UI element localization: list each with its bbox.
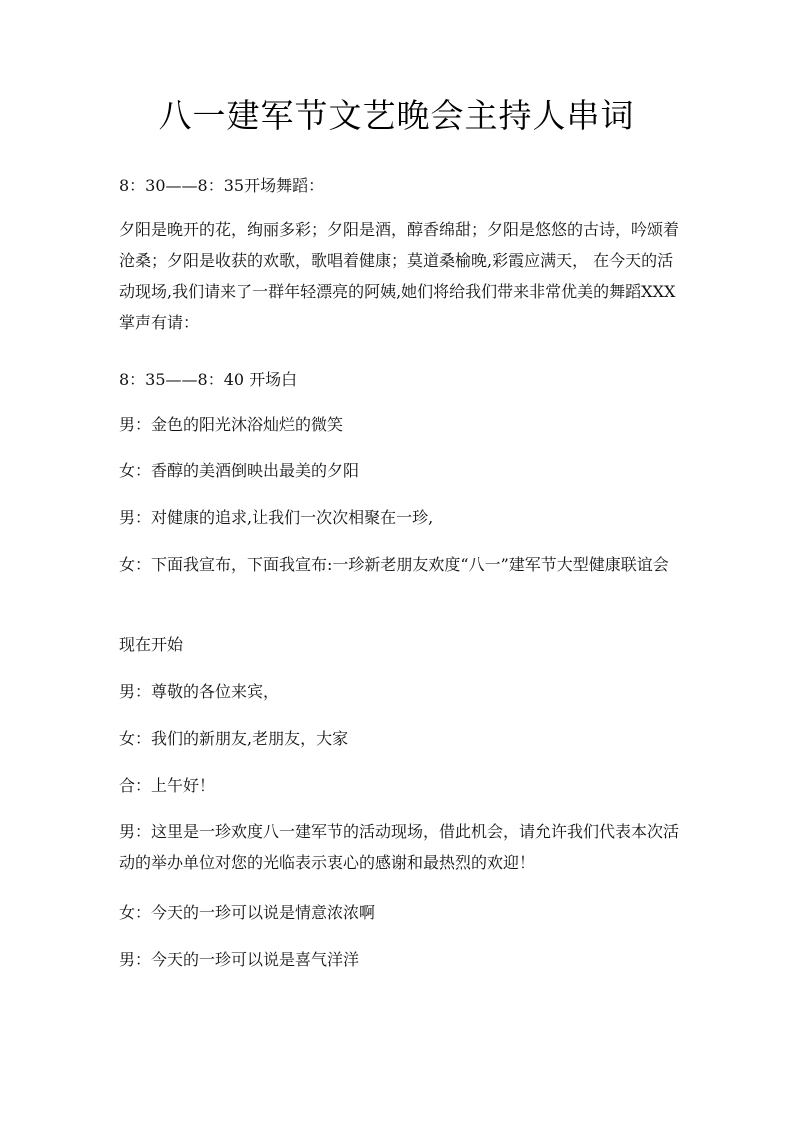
paragraph-sunset-intro: 夕阳是晚开的花，绚丽多彩；夕阳是酒，醇香绵甜；夕阳是悠悠的古诗，吟颂着沧桑；夕阳是收获的欢歌，歌唱着健康；莫道桑榆晚,彩霞应满天， 在今天的活动现场,我们请来了一群年轻漂亮的阿姨,她们将给我们带来非常优美的舞蹈XXX掌声有请：: [119, 220, 680, 332]
paragraph-male-line-1: 男：金色的阳光沐浴灿烂的微笑: [119, 415, 344, 434]
paragraph-male-line-3: 男：尊敬的各位来宾，: [119, 682, 280, 701]
paragraph-schedule-opening-dance: 8：30——8：35开场舞蹈：: [119, 176, 325, 195]
document-title: 八一建军节文艺晚会主持人串词: [158, 96, 635, 135]
paragraph-female-line-1: 女：香醇的美酒倒映出最美的夕阳: [119, 461, 360, 480]
paragraph-male-line-4: 男：这里是一珍欢度八一建军节的活动现场，借此机会，请允许我们代表本次活动的举办单位对您的光临表示衷心的感谢和最热烈的欢迎！: [119, 822, 680, 872]
paragraph-schedule-opening-remarks: 8：35——8：40 开场白: [119, 370, 298, 389]
paragraph-female-line-3: 女：我们的新朋友,老朋友，大家: [119, 729, 349, 748]
paragraph-male-line-5: 男：今天的一珍可以说是喜气洋洋: [119, 950, 360, 969]
paragraph-male-line-2: 男：对健康的追求,让我们一次次相聚在一珍,: [119, 508, 434, 527]
paragraph-start-now: 现在开始: [119, 635, 184, 654]
paragraph-female-line-4: 女：今天的一珍可以说是情意浓浓啊: [119, 903, 376, 922]
paragraph-together-line: 合：上午好！: [119, 776, 216, 795]
paragraph-female-line-2: 女：下面我宣布，下面我宣布:一珍新老朋友欢度“八一”建军节大型健康联谊会: [119, 555, 669, 574]
